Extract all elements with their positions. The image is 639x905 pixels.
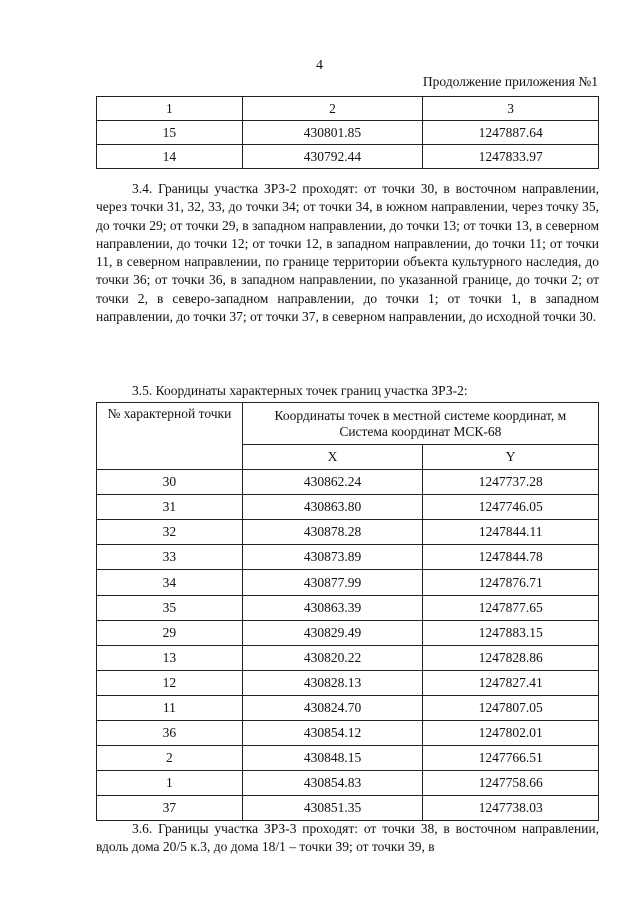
x-coordinate: 430854.12 [242,721,423,746]
y-coordinate: 1247828.86 [423,645,599,670]
table-row [97,145,599,169]
x-coordinate: 430820.22 [242,645,423,670]
table-row [97,570,599,595]
table-row [97,595,599,620]
table-row [97,771,599,796]
y-coordinate: 1247737.28 [423,470,599,495]
paragraph-3-5: 3.5. Координаты характерных точек границ участка ЗРЗ-2: [132,383,468,398]
y-coordinate: 1247883.15 [423,620,599,645]
column-number-2: 2 [242,97,423,121]
appendix-continuation-label: Продолжение приложения №1 [422,74,598,89]
point-number: 35 [97,595,243,620]
x-header: X [242,445,423,470]
x-coordinate: 430829.49 [242,620,423,645]
page-number: 4 [316,58,323,73]
coordinates-table-continued [96,96,599,169]
point-number: 31 [97,495,243,520]
zrz2-coordinates-table [96,402,599,821]
point-number: 30 [97,470,243,495]
x-coordinate: 430851.35 [242,796,423,821]
y-coordinate: 1247844.11 [423,520,599,545]
x-coordinate: 430848.15 [242,746,423,771]
y-coordinate: 1247887.64 [423,121,599,145]
y-coordinate: 1247833.97 [423,145,599,169]
point-number: 2 [97,746,243,771]
point-number: 13 [97,645,243,670]
point-number: 11 [97,695,243,720]
table-header-row [97,403,599,445]
point-number: 12 [97,670,243,695]
table-row [97,746,599,771]
table-row [97,645,599,670]
y-coordinate: 1247844.78 [423,545,599,570]
x-coordinate: 430862.24 [242,470,423,495]
point-number: 32 [97,520,243,545]
y-coordinate: 1247877.65 [423,595,599,620]
y-coordinate: 1247738.03 [423,796,599,821]
table-row [97,121,599,145]
point-number: 14 [97,145,243,169]
y-header: Y [423,445,599,470]
column-number-3: 3 [423,97,599,121]
table-row [97,695,599,720]
x-coordinate: 430878.28 [242,520,423,545]
table-row [97,620,599,645]
table-row [97,670,599,695]
y-coordinate: 1247746.05 [423,495,599,520]
point-number: 29 [97,620,243,645]
paragraph-3-4: 3.4. Границы участка ЗРЗ-2 проходят: от точки 30, в восточном направлении, через точки 31, 32, 33, до точки 34; от точки 34, в южном направлении, через точку 35, до точки 29; от точки 29, в западном направлении, до точки 13; от точки 13, в северном направлении, до точки 12; от точки 12, в западном направлении, до точки 11; от точки 11, в северном направлении, по границе территории объекта культурного наследия, до точки 36; от точки 36, в западном направлении, по указанной границе, до точки 2; от точки 2, в северо-западном направлении, до точки 1; от точки 1, в западном направлении, до точки 37; от точки 37, в северном направлении, до исходной точки 30. [96,181,599,325]
y-coordinate: 1247827.41 [423,670,599,695]
point-number: 37 [97,796,243,821]
point-number-header: № характерной точки [97,403,243,470]
table-row [97,796,599,821]
table-row [97,495,599,520]
point-number: 36 [97,721,243,746]
x-coordinate: 430854.83 [242,771,423,796]
table-header-row [97,97,599,121]
system-header-text: Система координат МСК-68 [339,423,502,439]
table-row [97,545,599,570]
x-coordinate: 430792.44 [242,145,423,169]
y-coordinate: 1247876.71 [423,570,599,595]
x-coordinate: 430863.80 [242,495,423,520]
table-row [97,470,599,495]
y-coordinate: 1247758.66 [423,771,599,796]
table-row [97,721,599,746]
y-coordinate: 1247766.51 [423,746,599,771]
point-number: 34 [97,570,243,595]
y-coordinate: 1247807.05 [423,695,599,720]
point-number: 15 [97,121,243,145]
column-number-1: 1 [97,97,243,121]
y-coordinate: 1247802.01 [423,721,599,746]
x-coordinate: 430863.39 [242,595,423,620]
point-number: 1 [97,771,243,796]
paragraph-3-6: 3.6. Границы участка ЗРЗ-3 проходят: от точки 38, в восточном направлении, вдоль дома 20/5 к.3, до дома 18/1 – точки 39; от точки 39, в [96,821,599,855]
x-coordinate: 430828.13 [242,670,423,695]
x-coordinate: 430873.89 [242,545,423,570]
point-number: 33 [97,545,243,570]
table-row [97,520,599,545]
x-coordinate: 430877.99 [242,570,423,595]
x-coordinate: 430801.85 [242,121,423,145]
coordinate-system-header [242,403,598,445]
x-coordinate: 430824.70 [242,695,423,720]
coordinates-header-text: Координаты точек в местной системе координат, м [274,407,567,423]
